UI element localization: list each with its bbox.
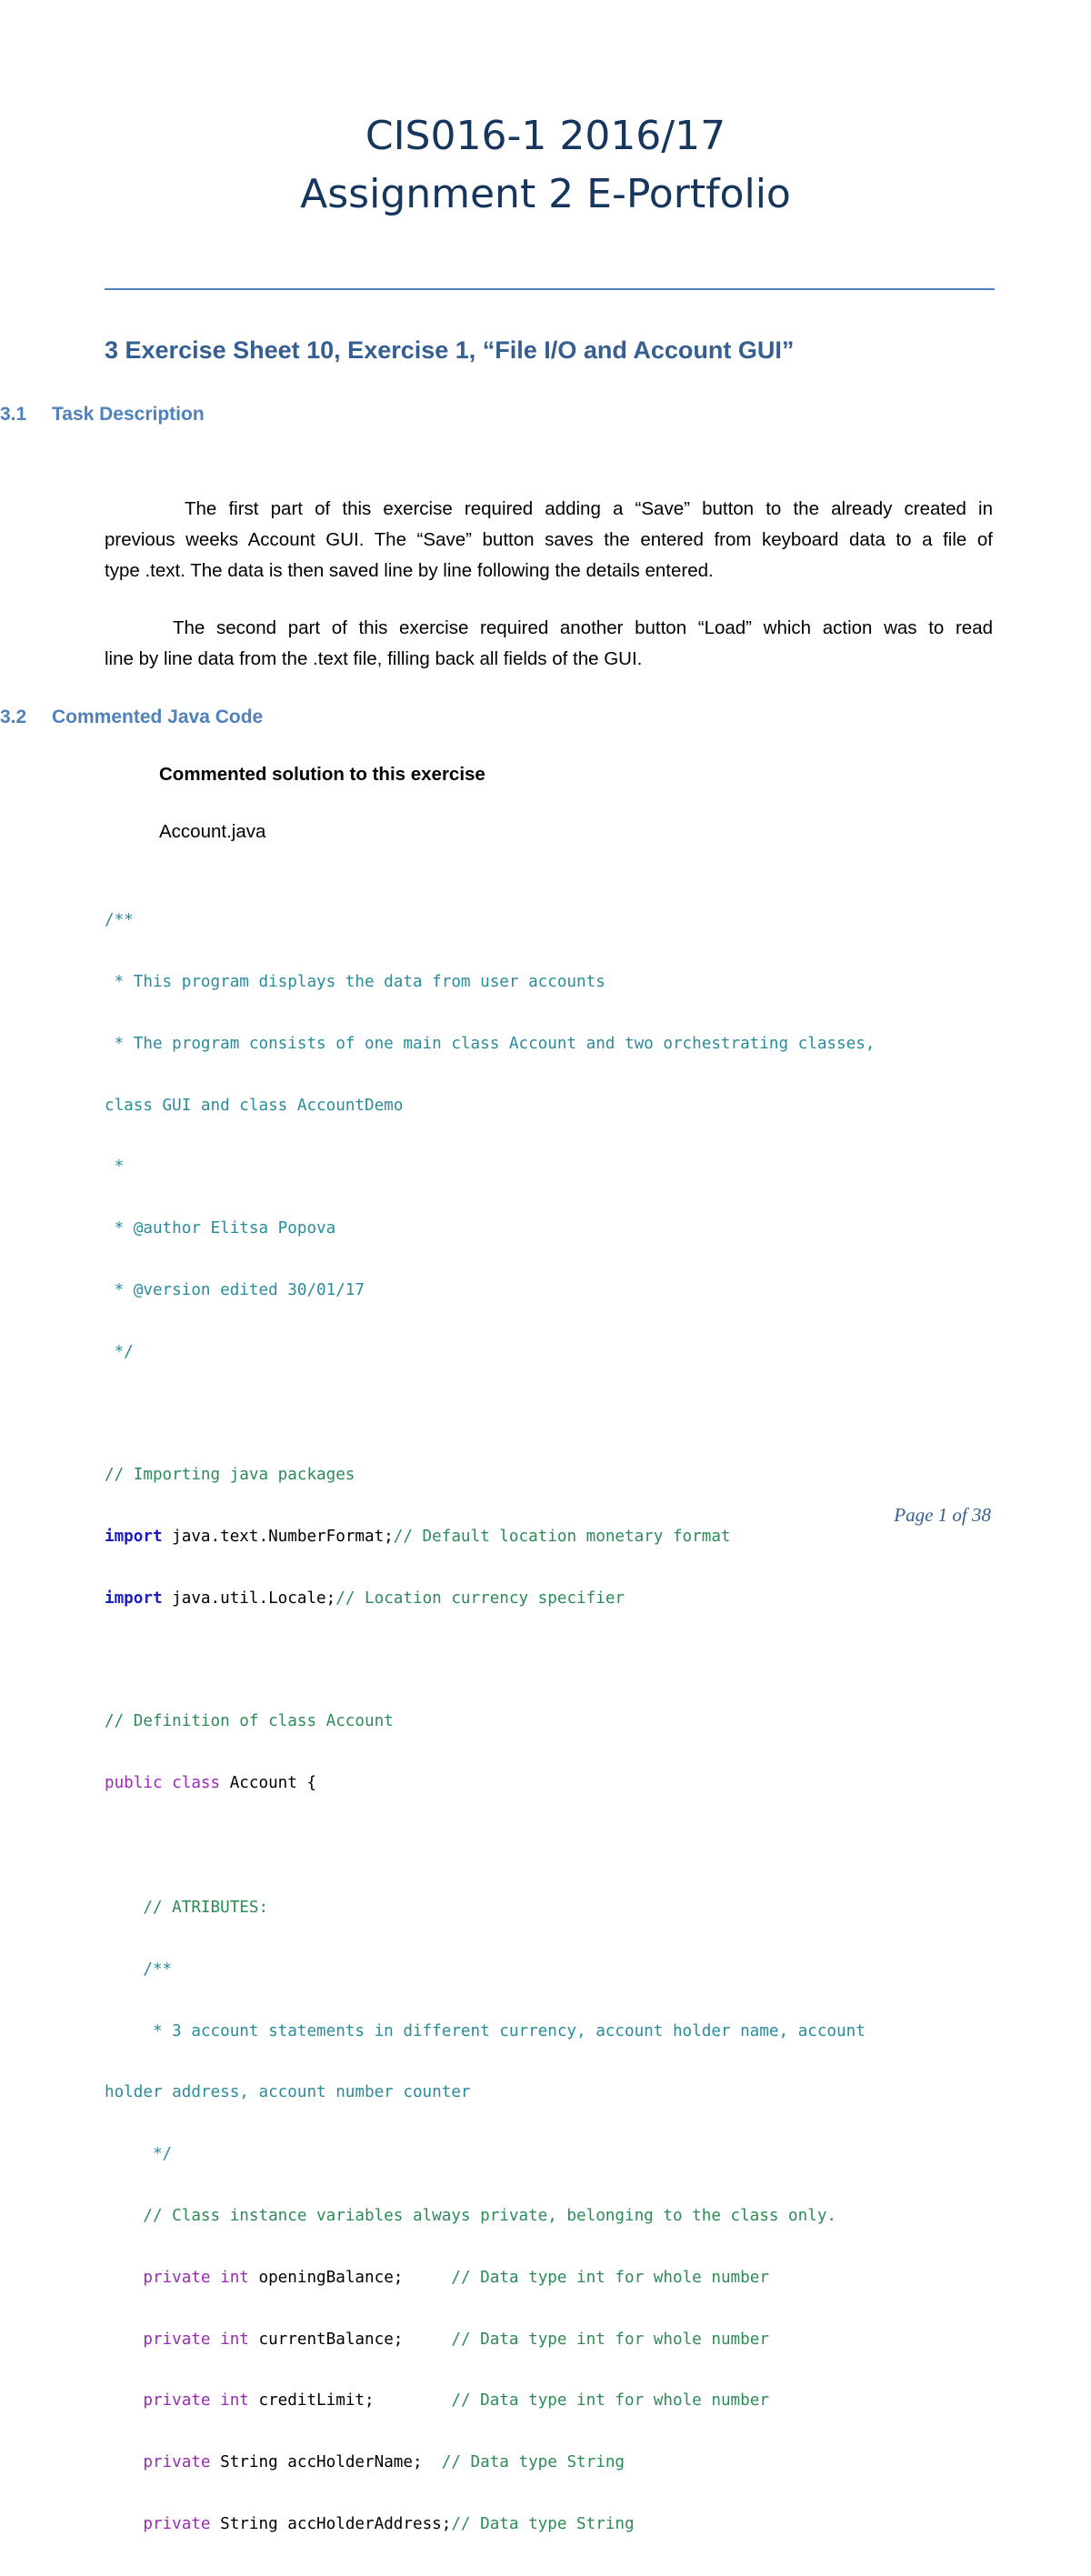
page-number-footer: Page 1 of 38 [894, 1504, 991, 1526]
code-comment: // Data type int for whole number [451, 2391, 769, 2411]
java-code-block [105, 869, 875, 2576]
code-line [105, 2391, 875, 2411]
task-paragraph-1 [105, 494, 993, 586]
code-line: * [105, 1158, 125, 1177]
paragraph-line: type .text. The data is then saved line by line following the details entered. [105, 560, 714, 581]
code-blank-line [105, 1650, 875, 1671]
code-text: creditLimit; [248, 2391, 452, 2411]
paragraph-line: previous weeks Account GUI. The “Save” button saves the entered from keyboard data to a file of [105, 529, 993, 550]
code-line: */ [105, 1342, 134, 1361]
code-line: * @author Elitsa Popova [105, 1219, 336, 1238]
code-line: */ [105, 2145, 173, 2164]
subsection-number: 3.1 [0, 404, 27, 425]
document-title-line-1: CIS016-1 2016/17 [365, 113, 726, 159]
code-line: // Definition of class Account [105, 1712, 394, 1731]
paragraph-line: The first part of this exercise required adding a “Save” button to the already created in [185, 498, 993, 519]
code-keyword: private [143, 2330, 211, 2349]
code-line: // Class instance variables always private, belonging to the class only. [105, 2207, 837, 2225]
code-text: currentBalance; [248, 2330, 452, 2349]
code-comment: // Data type int for whole number [451, 2268, 769, 2287]
file-name-label: Account.java [159, 821, 266, 842]
subsection-label: Task Description [52, 404, 205, 425]
subsection-label: Commented Java Code [52, 707, 264, 727]
code-keyword: import [105, 1589, 163, 1608]
code-line: * This program displays the data from user accounts [105, 972, 606, 991]
code-comment: // Data type String [441, 2453, 626, 2472]
code-line: /** [105, 911, 134, 930]
code-line [105, 2452, 875, 2473]
code-comment: // Default location monetary format [393, 1528, 731, 1546]
code-blank-line [105, 1835, 875, 1857]
code-line [105, 2514, 875, 2535]
code-comment: // Data type int for whole number [451, 2330, 769, 2349]
code-line: * @version edited 30/01/17 [105, 1280, 365, 1299]
code-line: * The program consists of one main class Account and two orchestrating classes, [105, 1034, 876, 1053]
title-divider [105, 288, 995, 290]
paragraph-line: line by line data from the .text file, filling back all fields of the GUI. [105, 648, 643, 669]
code-type: int [210, 2391, 249, 2411]
code-type: int [210, 2268, 249, 2287]
code-line: /** [105, 1960, 173, 1979]
code-line: class GUI and class AccountDemo [105, 1096, 404, 1115]
code-text: Account { [220, 1774, 317, 1793]
code-line [105, 2330, 875, 2350]
code-line [105, 1773, 875, 1794]
code-text: java.text.NumberFormat; [162, 1528, 394, 1546]
code-line [105, 2268, 875, 2289]
code-line: holder address, account number counter [105, 2083, 471, 2102]
code-line: // ATRIBUTES: [105, 1899, 269, 1918]
code-keyword: import [105, 1528, 163, 1546]
code-line: // Importing java packages [105, 1466, 355, 1485]
code-comment: // Location currency specifier [335, 1589, 626, 1608]
task-paragraph-2 [105, 613, 993, 675]
code-blank-line [105, 1403, 875, 1424]
code-keyword: class [162, 1774, 221, 1793]
subsection-number: 3.2 [0, 707, 27, 727]
code-keyword: private [143, 2514, 211, 2533]
code-text: String accHolderName; [210, 2453, 442, 2472]
code-keyword: private [143, 2268, 211, 2287]
code-text: openingBalance; [248, 2268, 452, 2287]
code-keyword: private [143, 2453, 211, 2472]
document-title-line-2: Assignment 2 E-Portfolio [300, 171, 791, 217]
paragraph-line: The second part of this exercise required another button “Load” which action was to read [173, 617, 993, 638]
code-text: java.util.Locale; [162, 1589, 336, 1608]
section-heading: 3 Exercise Sheet 10, Exercise 1, “File I/O and Account GUI” [105, 336, 795, 364]
solution-heading: Commented solution to this exercise [159, 764, 485, 785]
code-type: int [210, 2330, 249, 2349]
code-text: String accHolderAddress; [210, 2514, 452, 2533]
code-line [105, 1589, 875, 1609]
code-comment: // Data type String [451, 2514, 635, 2533]
code-line: * 3 account statements in different currency, account holder name, account [105, 2021, 866, 2040]
code-keyword: public [105, 1774, 163, 1793]
code-keyword: private [143, 2391, 211, 2411]
code-line [105, 1527, 875, 1548]
